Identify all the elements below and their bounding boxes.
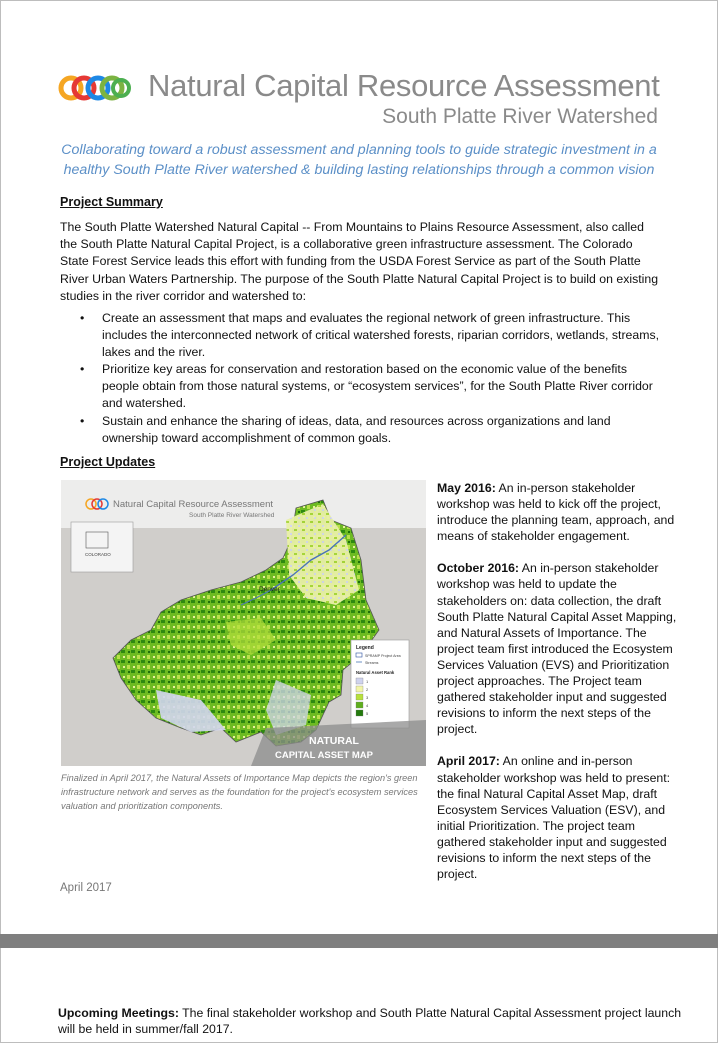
legend-rank-label: 3 — [366, 695, 369, 700]
legend-rank-swatch — [356, 710, 363, 716]
update-entry — [437, 753, 677, 882]
update-entry — [437, 560, 677, 737]
update-text: An in-person stakeholder workshop was held to update the stakeholders on: data collection, the draft South Platte Natural Capital Asset Mapping, and Natural Assets of Importance. The project team first introduced the Ecosystem Services Valuation (EVS) and Prioritization project approaches. The Project team gathered stakeholder input and suggested revisions to inform the next steps of the project. — [437, 561, 677, 737]
legend-rank-label: 5 — [366, 711, 369, 716]
summary-heading: Project Summary — [60, 195, 163, 209]
update-date: May 2016: — [437, 481, 496, 495]
update-entry — [437, 480, 677, 544]
divider-band — [0, 934, 718, 948]
map-title: Natural Capital Resource Assessment — [113, 499, 273, 510]
map-city-label: Denver — [259, 586, 280, 593]
upcoming-meetings — [58, 1005, 698, 1037]
bullet-item: • Sustain and enhance the sharing of ideas, data, and resources across organizations and land ownership toward accomplishment of common goals. — [80, 413, 611, 445]
legend-rank-swatch — [356, 694, 363, 700]
legend-rank-swatch — [356, 702, 363, 708]
map-banner-line2: CAPITAL ASSET MAP — [275, 750, 373, 761]
legend-title: Legend — [356, 645, 374, 651]
map-subtitle: South Platte River Watershed — [189, 512, 275, 519]
footer-label: Upcoming Meetings: — [58, 1006, 179, 1020]
update-text: An online and in-person stakeholder workshop was held to present: the final Natural Capital Asset Map, draft Ecosystem Services Valuation (ESV), and initial Prioritization. The project team gathered stakeholder input and suggested revisions to inform the next steps of the project. — [437, 754, 671, 882]
update-date: October 2016: — [437, 561, 520, 576]
legend-item: Streams — [365, 661, 379, 665]
document-title: Natural Capital Resource Assessment — [148, 68, 660, 103]
summary-paragraph: The South Platte Watershed Natural Capital -- From Mountains to Plains Resource Assessment, also called the South Platte Natural Capital Project, is a collaborative green infrastructure assessment. The Colorado State Forest Service leads this effort with funding from the USDA Forest Service as part of the South Platte River Urban Waters Partnership. The purpose of the South Platte Natural Capital Project is to build on existing studies in the river corridor and watershed to: — [60, 220, 659, 303]
legend-rank-title: Natural Asset Rank — [356, 670, 395, 675]
summary-bullets — [60, 310, 664, 446]
map-inset-label: COLORADO — [85, 552, 111, 557]
updates-list — [437, 480, 677, 898]
legend-rank-label: 2 — [366, 687, 369, 692]
legend-rank-swatch — [356, 686, 363, 692]
document-subtitle: South Platte River Watershed — [382, 105, 658, 128]
updates-heading: Project Updates — [60, 455, 156, 469]
legend-rank-swatches — [356, 678, 369, 716]
bullet-icon: • — [80, 311, 85, 325]
update-text: An in-person stakeholder workshop was held to kick off the project, introduce the planning team, approach, and means of stakeholder engagement. — [437, 481, 675, 544]
logo-rings-icon — [58, 70, 132, 106]
legend-rank-swatch — [356, 678, 363, 684]
bullet-icon: • — [80, 413, 85, 428]
bullet-icon: • — [80, 362, 85, 377]
footer-text: The final stakeholder workshop and South Platte Natural Capital Assessment project launch will be held in summer/fall 2017. — [58, 1006, 682, 1036]
bullet-item: • Create an assessment that maps and evaluates the regional network of green infrastructure. This includes the interconnected network of critical watershed forests, riparian corridors, wetlands, streams, lakes and the river. — [80, 311, 660, 359]
legend-rank-label: 4 — [366, 703, 369, 708]
legend-rank-label: 1 — [366, 679, 369, 684]
map-caption: Finalized in April 2017, the Natural Assets of Importance Map depicts the region's green infrastructure network and serves as the foundation for the project's ecosystem services valuation and prioritization components. — [61, 773, 418, 811]
update-date: April 2017: — [437, 754, 500, 769]
natural-capital-asset-map — [61, 480, 426, 766]
legend-item: SPRAMP Project Area — [365, 654, 401, 658]
bullet-item: • Prioritize key areas for conservation and restoration based on the economic value of the benefits people obtain from those natural systems, or “ecosystem services”, for the South Platte River corridor and watershed. — [80, 362, 653, 410]
map-banner-line1: NATURAL — [309, 735, 359, 747]
tagline: Collaborating toward a robust assessment and planning tools to guide strategic investment in a healthy South Platte River watershed & building lasting relationships through a common vision — [61, 142, 657, 178]
document-date: April 2017 — [60, 882, 112, 894]
